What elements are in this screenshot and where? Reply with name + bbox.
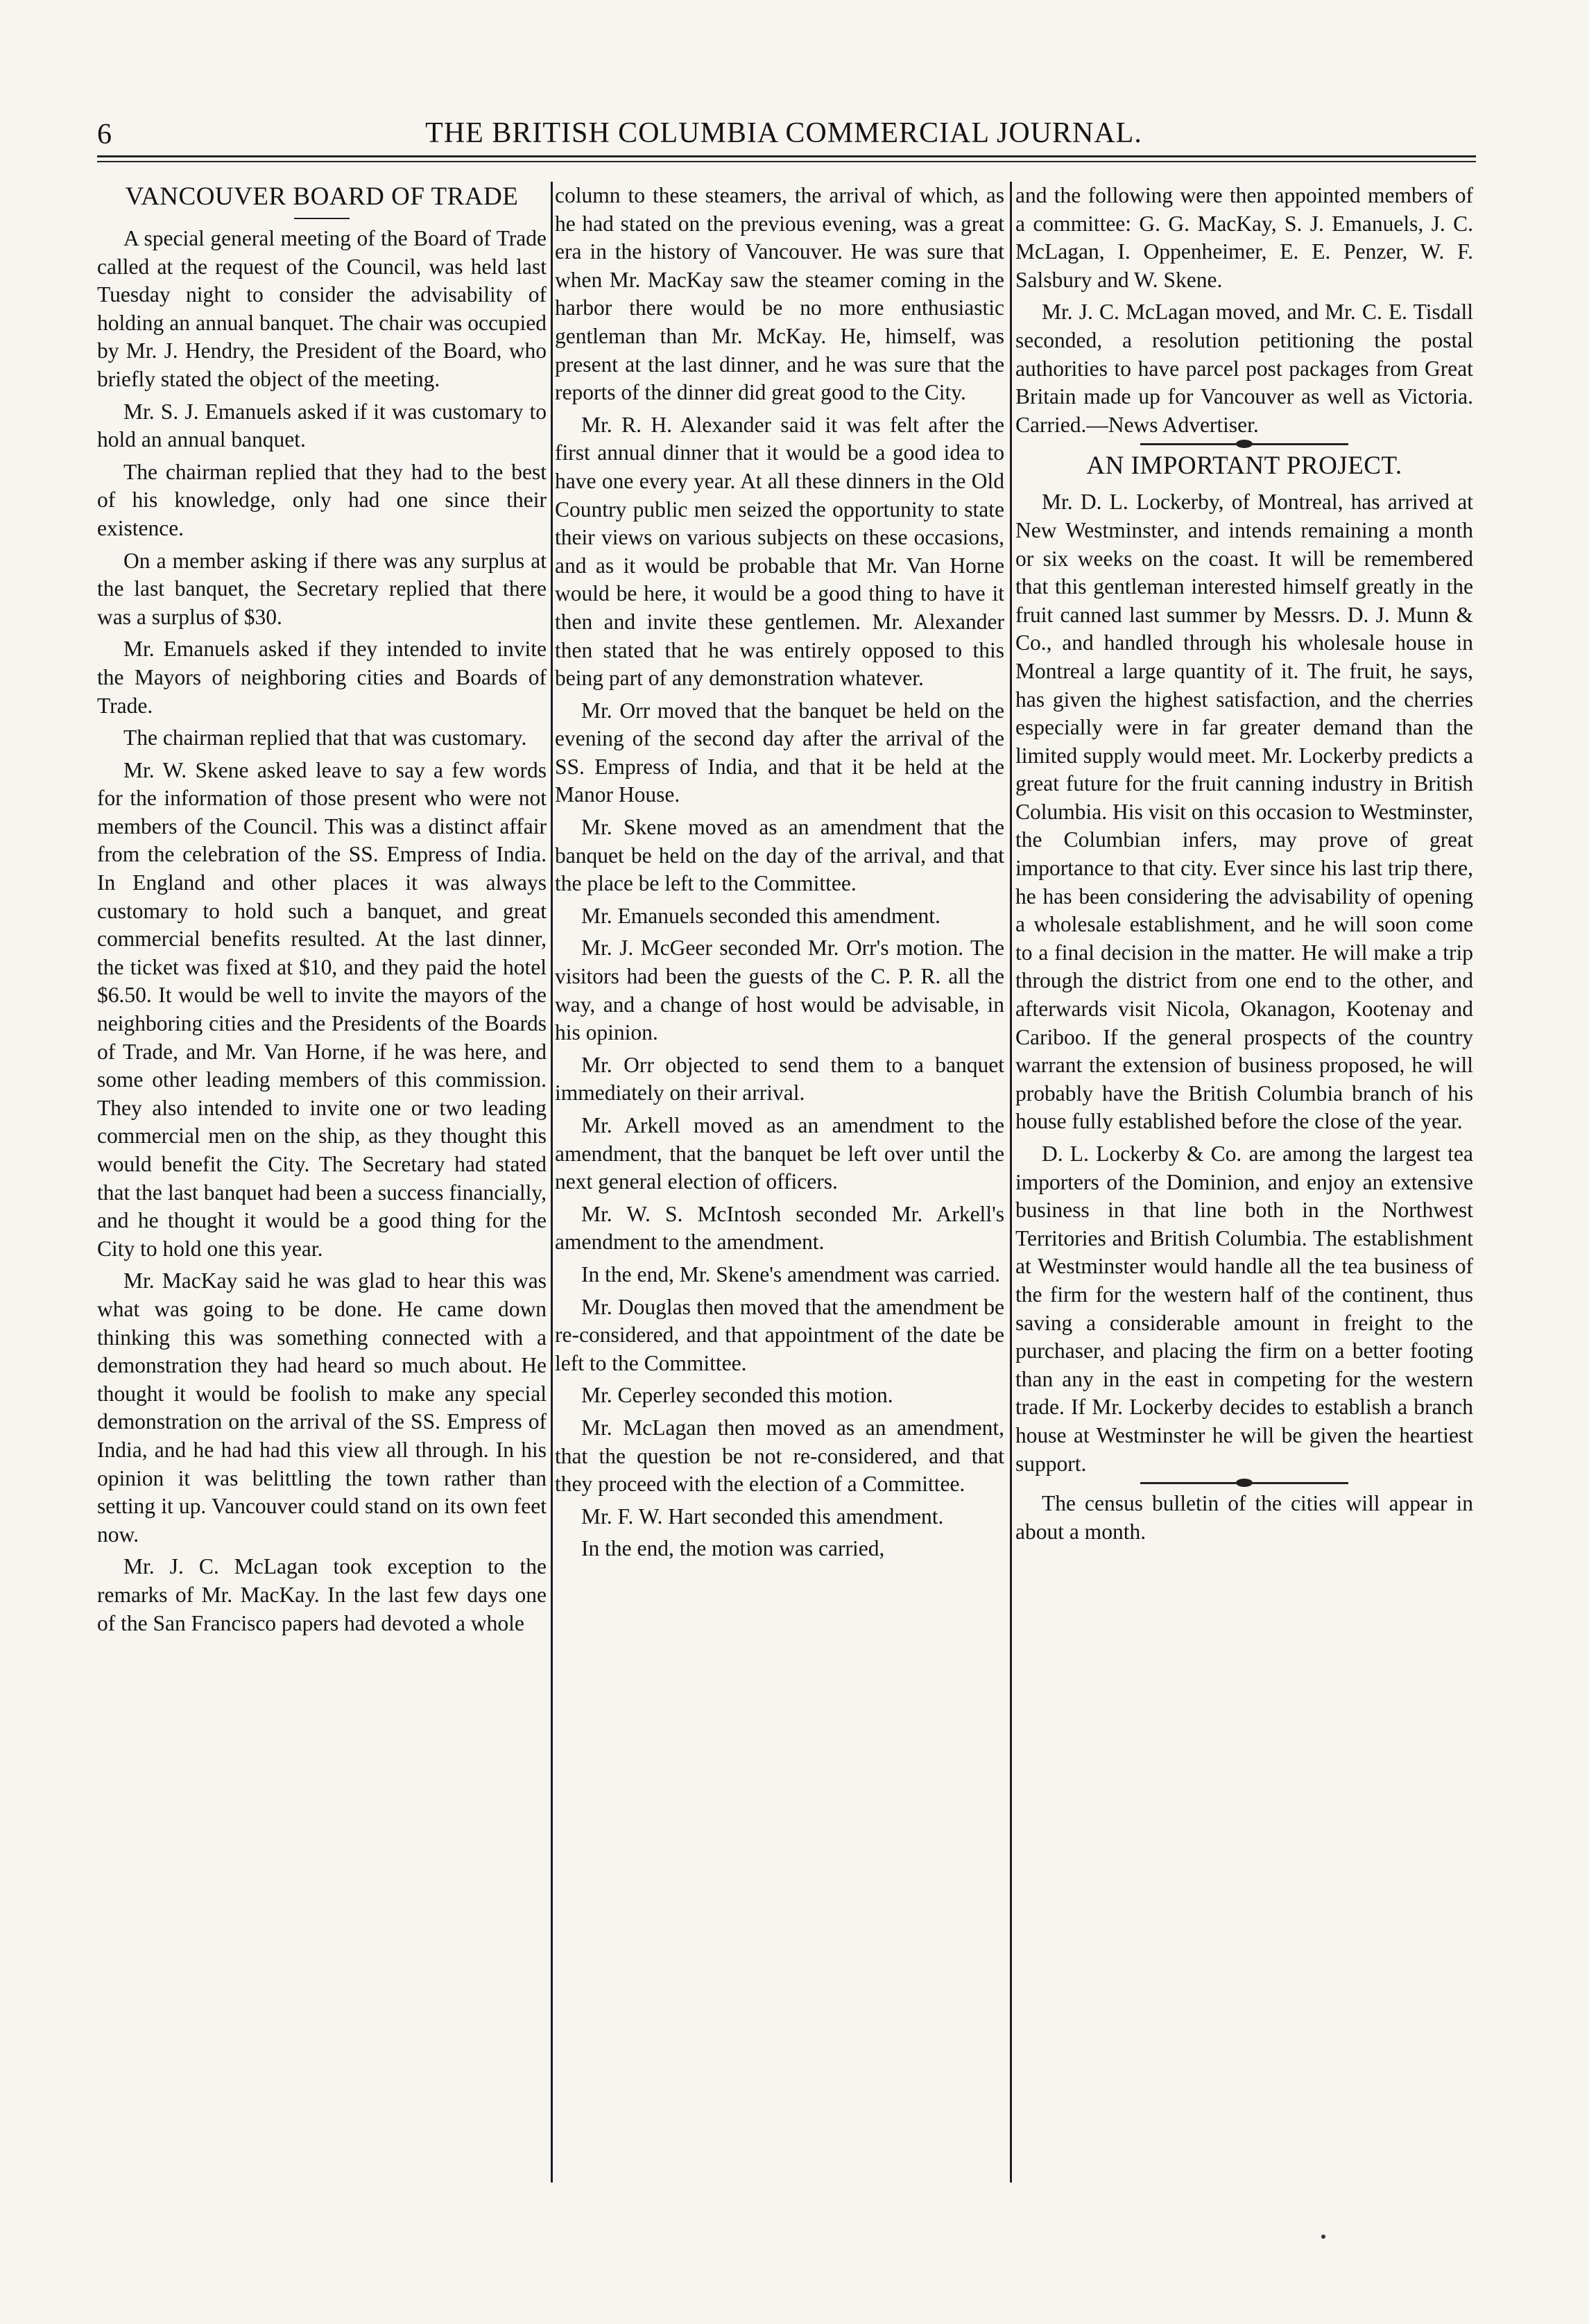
paragraph: Mr. Skene moved as an amendment that the banquet be held on the day of the arrival, and that the place be left to the Committee. (555, 815, 1004, 896)
paragraph: and the following were then appointed members of a committee: G. G. MacKay, S. J. Emanuels, J. C. McLagan, I. Oppenheimer, E. E. Penzer, W. F. Salsbury and W. Skene. (1015, 183, 1473, 292)
paragraph: Mr. J. C. McLagan took exception to the remarks of Mr. MacKay. In the last few days one of the San Francisco papers had devoted a whole (97, 1554, 547, 1635)
paragraph: Mr. Ceperley seconded this motion. (581, 1383, 893, 1408)
paragraph: Mr. McLagan then moved as an amendment, that the question be not re-considered, and that they proceed with the election of a Committee. (555, 1415, 1004, 1497)
paragraph: Mr. W. S. McIntosh seconded Mr. Arkell's amendment to the amendment. (555, 1201, 1004, 1255)
paragraph: Mr. J. C. McLagan moved, and Mr. C. E. Tisdall seconded, a resolution petitioning the postal authorities to have parcel post packages from Great Britain made up for Vancouver as well as Victoria. Carried.—News Advertiser. (1015, 300, 1473, 437)
column-divider (551, 182, 553, 2183)
header-rule-secondary (97, 161, 1476, 162)
paragraph: column to these steamers, the arrival of which, as he had stated on the previous evening, was a great era in the history of Vancouver. He was sure that when Mr. MacKay saw the steamer coming in the harbor there would be no more enthusiastic gentleman than Mr. McKay. He, himself, was present at the last dinner, and he was sure that the reports of the dinner did great good to the City. (555, 183, 1004, 405)
paragraph: Mr. MacKay said he was glad to hear this was what was going to be done. He came down thinking this was something connected with a demonstration they had heard so much about. He thought it would be foolish to make any special demonstration on the arrival of the SS. Empress of India, and he had had this view all through. In his opinion it was belittling the town rather than setting it up. Vancouver could stand on its own feet now. (97, 1268, 547, 1547)
paragraph: Mr. J. McGeer seconded Mr. Orr's motion. The visitors had been the guests of the C. P. R. all the way, and a change of host would be advisable, in his opinion. (555, 936, 1004, 1045)
column-2 (555, 182, 1004, 2207)
paragraph: Mr. Douglas then moved that the amendment be re-considered, and that appointment of the date be left to the Committee. (555, 1294, 1004, 1375)
column-divider (1010, 182, 1012, 2183)
column-1 (97, 182, 547, 2207)
page-number: 6 (97, 119, 112, 150)
closing-paragraph: The census bulletin of the cities will appear in about a month. (1015, 1491, 1473, 1544)
paragraph: Mr. Emanuels seconded this amendment. (581, 903, 940, 928)
ornamental-rule (1140, 1482, 1348, 1484)
heading-rule (294, 218, 350, 219)
paragraph: The chairman replied that they had to the best of his knowledge, only had one since their existence. (97, 459, 547, 540)
article-heading-board-of-trade: VANCOUVER BOARD OF TRADE (125, 182, 519, 211)
paragraph: The chairman replied that that was customary. (123, 725, 527, 750)
paragraph: Mr. Emanuels asked if they intended to invite the Mayors of neighboring cities and Boards of Trade. (97, 637, 547, 718)
journal-masthead: THE BRITISH COLUMBIA COMMERCIAL JOURNAL. (425, 117, 1142, 149)
paragraph: D. L. Lockerby & Co. are among the largest tea importers of the Dominion, and enjoy an extensive business in that line both in the Northwest Territories and British Columbia. The establishment at Westminster would handle all the tea business of the firm for the western half of the continent, thus saving a considerable amount in freight to the purchaser, and placing the firm on a better footing than any in the east in competing for the western trade. If Mr. Lockerby decides to establish a branch house at Westminster he will be given the heartiest support. (1015, 1142, 1473, 1476)
ink-dot (1321, 2235, 1325, 2239)
paragraph: Mr. W. Skene asked leave to say a few words for the information of those present who were not members of the Council. This was a distinct affair from the celebration of the SS. Empress of India. In England and other places it was always customary to hold such a banquet, and great commercial benefits resulted. At the last dinner, the ticket was fixed at $10, and they paid the hotel $6.50. It would be well to invite the mayors of the neighboring cities and the Presidents of the Boards of Trade, and Mr. Van Horne, if he was here, and some other leading members of this commission. They also intended to invite one or two leading commercial men on the ship, as they thought this would benefit the City. The Secretary had stated that the last banquet had been a success financially, and he thought it would be a good thing for the City to hold one this year. (97, 757, 547, 1261)
paragraph: Mr. F. W. Hart seconded this amendment. (581, 1504, 944, 1529)
paragraph: Mr. Arkell moved as an amendment to the amendment, that the banquet be left over until the next general election of officers. (555, 1113, 1004, 1194)
paragraph: In the end, Mr. Skene's amendment was carried. (581, 1262, 1000, 1286)
paragraph: In the end, the motion was carried, (581, 1536, 885, 1561)
paragraph: Mr. Orr objected to send them to a banquet immediately on their arrival. (555, 1052, 1004, 1105)
paragraph: On a member asking if there was any surplus at the last banquet, the Secretary replied that there was a surplus of $30. (97, 548, 547, 629)
paragraph: Mr. S. J. Emanuels asked if it was customary to hold an annual banquet. (97, 399, 547, 452)
column-3 (1015, 182, 1473, 2207)
article-heading-important-project: AN IMPORTANT PROJECT. (1086, 451, 1402, 481)
paragraph: Mr. Orr moved that the banquet be held on the evening of the second day after the arrival of the SS. Empress of India, and that it be held at the Manor House. (555, 698, 1004, 807)
ornamental-rule (1140, 443, 1348, 445)
paragraph: A special general meeting of the Board of Trade called at the request of the Council, was held last Tuesday night to consider the advisability of holding an annual banquet. The chair was occupied by Mr. J. Hendry, the President of the Board, who briefly stated the object of the meeting. (97, 226, 547, 391)
page-header (97, 111, 1470, 160)
paragraph: Mr. D. L. Lockerby, of Montreal, has arrived at New Westminster, and intends remaining a month or six weeks on the coast. It will be remembered that this gentleman interested himself greatly in the fruit canned last summer by Messrs. D. J. Munn & Co., and handled through his wholesale house in Montreal a large quantity of it. The fruit, he says, has given the highest satisfaction, and the cherries especially were in far greater demand than the limited supply would meet. Mr. Lockerby predicts a great future for the fruit canning industry in British Columbia. His visit on this occasion to Westminster, the Columbian infers, may prove of great importance to that city. Ever since his last trip there, he has been considering the advisability of opening a wholesale establishment, and he will soon come to a final decision in the matter. He will make a trip through the district from one end to the other, and afterwards visit Nicola, Okanagon, Kootenay and Cariboo. If the general prospects of the country warrant the extension of business proposed, he will probably have the British Columbia branch of his house fully established before the close of the year. (1015, 490, 1473, 1134)
paragraph: Mr. R. H. Alexander said it was felt after the first annual dinner that it would be a good idea to have one every year. At all these dinners in the Old Country public men seized the opportunity to state their views on various subjects on these occasions, and as it would be probable that Mr. Van Horne would be here, it would be a good thing to have it then and invite these gentlemen. Mr. Alexander then stated that he was entirely opposed to this being part of any demonstration whatever. (555, 412, 1004, 691)
header-rule (97, 155, 1476, 157)
